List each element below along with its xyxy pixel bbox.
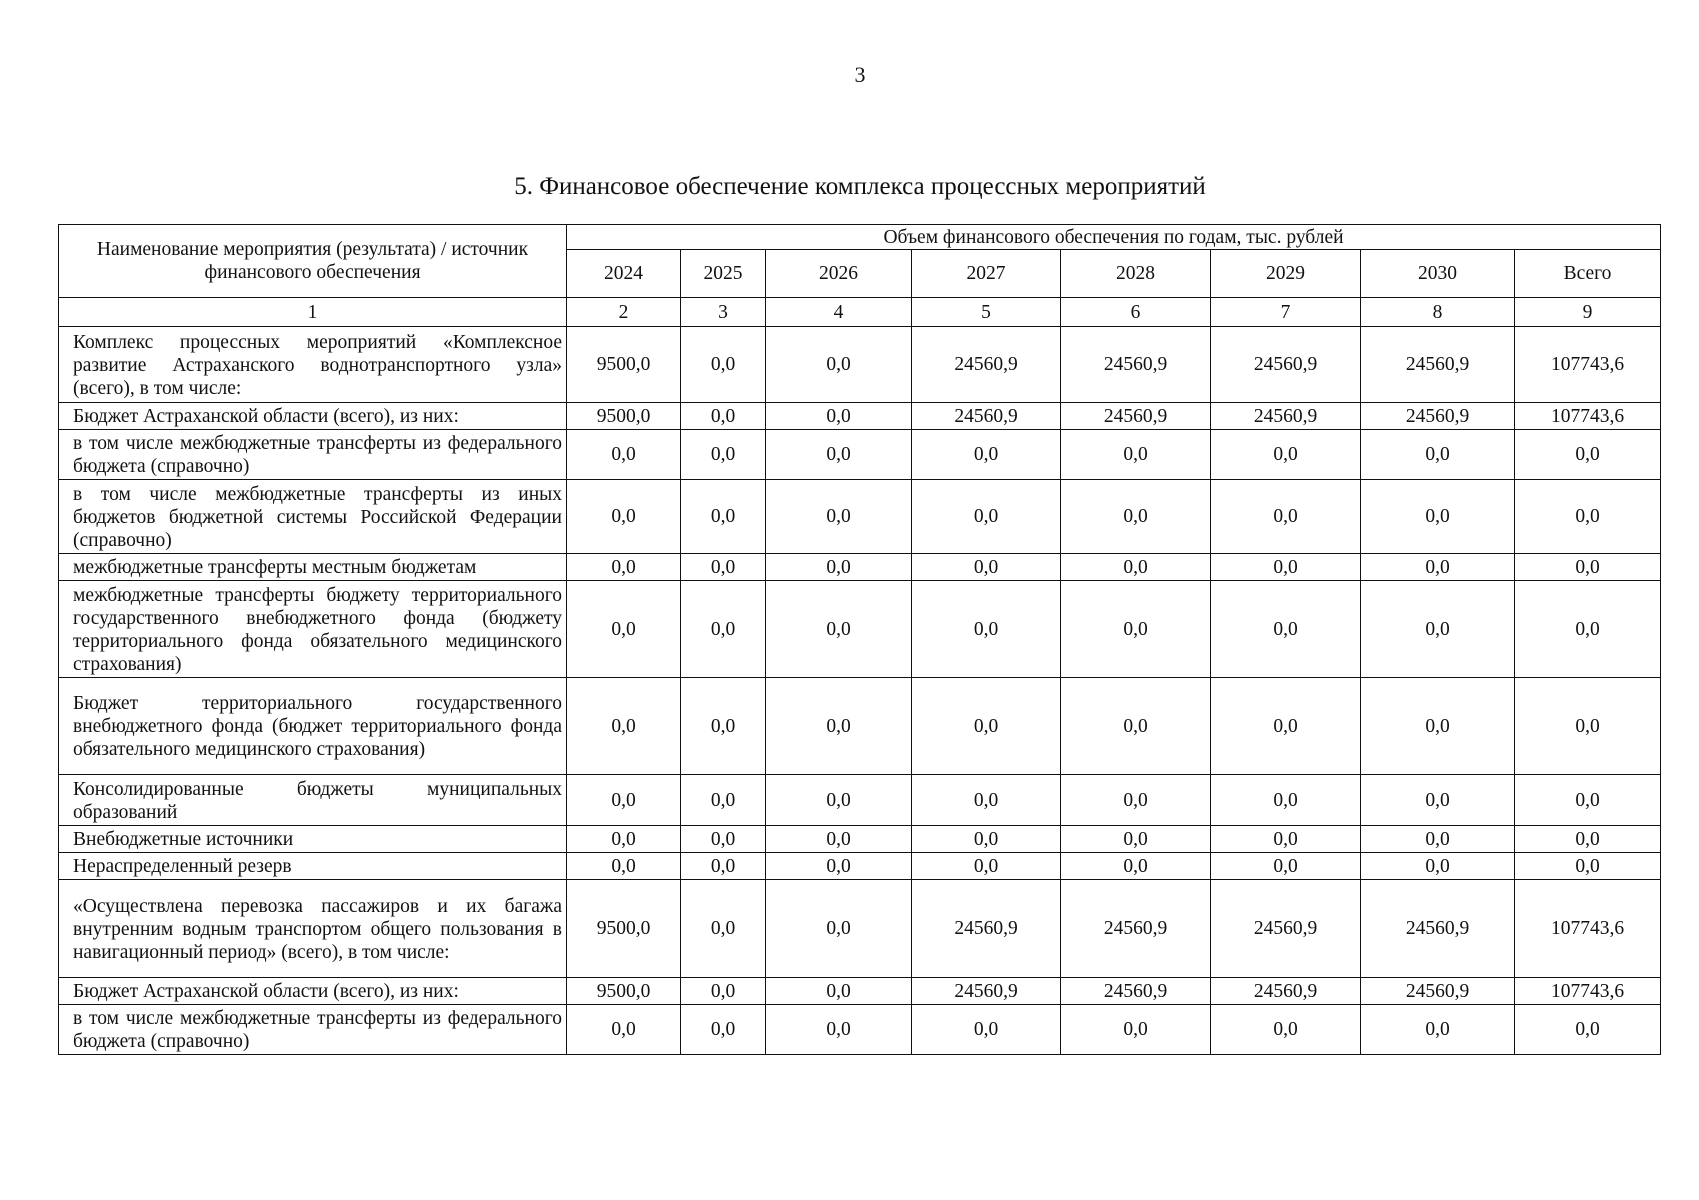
table-row — [59, 775, 1661, 826]
row-value: 9500,0 — [567, 403, 681, 430]
row-value: 0,0 — [567, 430, 681, 480]
row-value: 0,0 — [681, 581, 766, 678]
row-value: 0,0 — [766, 327, 912, 403]
row-value: 9500,0 — [567, 978, 681, 1005]
row-value: 0,0 — [681, 327, 766, 403]
header-group: Объем финансового обеспечения по годам, тыс. рублей — [567, 225, 1661, 250]
row-value: 0,0 — [681, 775, 766, 826]
column-number: 7 — [1211, 298, 1361, 327]
row-value: 0,0 — [1061, 853, 1211, 880]
row-value: 0,0 — [1361, 826, 1515, 853]
row-value: 0,0 — [766, 430, 912, 480]
row-value: 0,0 — [766, 678, 912, 775]
row-value: 0,0 — [1211, 480, 1361, 554]
row-name: в том числе межбюджетные трансферты из иных бюджетов бюджетной системы Российской Федерации (справочно) — [59, 480, 567, 554]
row-value: 24560,9 — [1361, 327, 1515, 403]
row-value: 0,0 — [1515, 1005, 1661, 1055]
table-row — [59, 327, 1661, 403]
row-value: 0,0 — [567, 581, 681, 678]
row-value: 107743,6 — [1515, 327, 1661, 403]
row-value: 0,0 — [1061, 826, 1211, 853]
column-number: 3 — [681, 298, 766, 327]
row-value: 24560,9 — [1061, 327, 1211, 403]
row-value: 0,0 — [912, 1005, 1061, 1055]
row-value: 24560,9 — [1061, 403, 1211, 430]
row-name: «Осуществлена перевозка пассажиров и их багажа внутренним водным транспортом общего пользования в навигационный период» (всего), в том числе: — [59, 880, 567, 978]
row-value: 0,0 — [681, 430, 766, 480]
row-value: 0,0 — [567, 1005, 681, 1055]
row-value: 0,0 — [1515, 554, 1661, 581]
table-row — [59, 978, 1661, 1005]
financing-table — [58, 224, 1661, 1055]
row-value: 0,0 — [1515, 826, 1661, 853]
row-value: 0,0 — [1061, 1005, 1211, 1055]
row-value: 24560,9 — [1361, 880, 1515, 978]
column-number: 4 — [766, 298, 912, 327]
row-value: 0,0 — [567, 826, 681, 853]
row-value: 0,0 — [912, 853, 1061, 880]
table-row — [59, 678, 1661, 775]
row-value: 0,0 — [912, 581, 1061, 678]
row-value: 107743,6 — [1515, 978, 1661, 1005]
row-value: 107743,6 — [1515, 403, 1661, 430]
header-year: 2024 — [567, 250, 681, 298]
row-value: 0,0 — [1211, 853, 1361, 880]
row-value: 0,0 — [766, 480, 912, 554]
row-value: 24560,9 — [912, 403, 1061, 430]
row-value: 0,0 — [567, 775, 681, 826]
row-value: 24560,9 — [1211, 327, 1361, 403]
row-value: 0,0 — [1211, 581, 1361, 678]
row-value: 0,0 — [567, 678, 681, 775]
row-name: Консолидированные бюджеты муниципальных образований — [59, 775, 567, 826]
column-number: 8 — [1361, 298, 1515, 327]
header-year: Всего — [1515, 250, 1661, 298]
row-value: 0,0 — [912, 826, 1061, 853]
header-name: Наименование мероприятия (результата) / источник финансового обеспечения — [59, 225, 567, 298]
row-value: 0,0 — [681, 826, 766, 853]
row-value: 0,0 — [681, 880, 766, 978]
row-name: в том числе межбюджетные трансферты из федерального бюджета (справочно) — [59, 1005, 567, 1055]
row-value: 0,0 — [1061, 678, 1211, 775]
header-year: 2030 — [1361, 250, 1515, 298]
header-year: 2028 — [1061, 250, 1211, 298]
row-value: 107743,6 — [1515, 880, 1661, 978]
column-number: 5 — [912, 298, 1061, 327]
row-value: 0,0 — [1361, 775, 1515, 826]
page-number: 3 — [854, 62, 866, 87]
row-value: 0,0 — [567, 554, 681, 581]
row-value: 0,0 — [1061, 581, 1211, 678]
row-name: в том числе межбюджетные трансферты из федерального бюджета (справочно) — [59, 430, 567, 480]
table-row — [59, 880, 1661, 978]
column-number: 9 — [1515, 298, 1661, 327]
column-number: 2 — [567, 298, 681, 327]
row-value: 24560,9 — [1211, 978, 1361, 1005]
row-name: Бюджет Астраханской области (всего), из них: — [59, 403, 567, 430]
row-value: 0,0 — [681, 480, 766, 554]
row-value: 0,0 — [681, 853, 766, 880]
row-value: 24560,9 — [1361, 403, 1515, 430]
row-value: 0,0 — [1211, 826, 1361, 853]
row-value: 0,0 — [681, 678, 766, 775]
table-row — [59, 430, 1661, 480]
row-value: 0,0 — [1515, 678, 1661, 775]
row-value: 9500,0 — [567, 327, 681, 403]
row-value: 0,0 — [1361, 480, 1515, 554]
row-value: 0,0 — [766, 403, 912, 430]
table-row — [59, 1005, 1661, 1055]
row-value: 0,0 — [1361, 1005, 1515, 1055]
row-value: 0,0 — [766, 554, 912, 581]
table-row — [59, 554, 1661, 581]
row-value: 0,0 — [1061, 480, 1211, 554]
row-value: 0,0 — [681, 554, 766, 581]
row-value: 0,0 — [1211, 430, 1361, 480]
row-name: Комплекс процессных мероприятий «Комплексное развитие Астраханского воднотранспортного узла» (всего), в том числе: — [59, 327, 567, 403]
row-value: 0,0 — [1515, 581, 1661, 678]
row-value: 0,0 — [912, 554, 1061, 581]
row-name: Бюджет территориального государственного внебюджетного фонда (бюджет территориального фонда обязательного медицинского страхования) — [59, 678, 567, 775]
row-value: 0,0 — [1211, 554, 1361, 581]
row-value: 0,0 — [1211, 1005, 1361, 1055]
row-value: 0,0 — [567, 853, 681, 880]
section-title: 5. Финансовое обеспечение комплекса процессных мероприятий — [514, 173, 1206, 200]
row-value: 0,0 — [912, 678, 1061, 775]
table-row — [59, 826, 1661, 853]
row-value: 0,0 — [912, 430, 1061, 480]
header-year: 2026 — [766, 250, 912, 298]
row-value: 24560,9 — [1211, 880, 1361, 978]
table-row — [59, 480, 1661, 554]
row-value: 0,0 — [766, 1005, 912, 1055]
header-year: 2029 — [1211, 250, 1361, 298]
row-value: 24560,9 — [1061, 880, 1211, 978]
row-value: 0,0 — [766, 775, 912, 826]
row-value: 0,0 — [1515, 775, 1661, 826]
row-value: 0,0 — [681, 403, 766, 430]
table-row — [59, 581, 1661, 678]
row-value: 0,0 — [567, 480, 681, 554]
row-value: 0,0 — [1361, 678, 1515, 775]
row-name: межбюджетные трансферты местным бюджетам — [59, 554, 567, 581]
column-number: 6 — [1061, 298, 1211, 327]
table-row — [59, 853, 1661, 880]
row-value: 0,0 — [1211, 678, 1361, 775]
row-value: 0,0 — [681, 1005, 766, 1055]
header-year: 2027 — [912, 250, 1061, 298]
row-name: Нераспределенный резерв — [59, 853, 567, 880]
row-value: 24560,9 — [912, 880, 1061, 978]
row-value: 0,0 — [766, 978, 912, 1005]
row-value: 0,0 — [1361, 554, 1515, 581]
row-name: Бюджет Астраханской области (всего), из них: — [59, 978, 567, 1005]
column-number: 1 — [59, 298, 567, 327]
row-value: 24560,9 — [1211, 403, 1361, 430]
row-value: 0,0 — [1515, 430, 1661, 480]
row-name: Внебюджетные источники — [59, 826, 567, 853]
row-value: 24560,9 — [912, 327, 1061, 403]
row-value: 24560,9 — [1061, 978, 1211, 1005]
row-value: 24560,9 — [912, 978, 1061, 1005]
table-row — [59, 403, 1661, 430]
row-value: 0,0 — [1061, 430, 1211, 480]
row-value: 0,0 — [1515, 480, 1661, 554]
row-value: 0,0 — [1061, 554, 1211, 581]
row-value: 24560,9 — [1361, 978, 1515, 1005]
row-value: 0,0 — [912, 775, 1061, 826]
row-value: 0,0 — [766, 880, 912, 978]
row-value: 0,0 — [1061, 775, 1211, 826]
row-value: 0,0 — [912, 480, 1061, 554]
row-value: 0,0 — [766, 826, 912, 853]
row-value: 0,0 — [1361, 430, 1515, 480]
row-value: 0,0 — [766, 581, 912, 678]
header-year: 2025 — [681, 250, 766, 298]
row-value: 0,0 — [1361, 581, 1515, 678]
row-value: 9500,0 — [567, 880, 681, 978]
row-value: 0,0 — [766, 853, 912, 880]
row-value: 0,0 — [1361, 853, 1515, 880]
row-value: 0,0 — [681, 978, 766, 1005]
row-name: межбюджетные трансферты бюджету территориального государственного внебюджетного фонда (бюджету территориального фонда обязательного медицинского страхования) — [59, 581, 567, 678]
row-value: 0,0 — [1211, 775, 1361, 826]
row-value: 0,0 — [1515, 853, 1661, 880]
